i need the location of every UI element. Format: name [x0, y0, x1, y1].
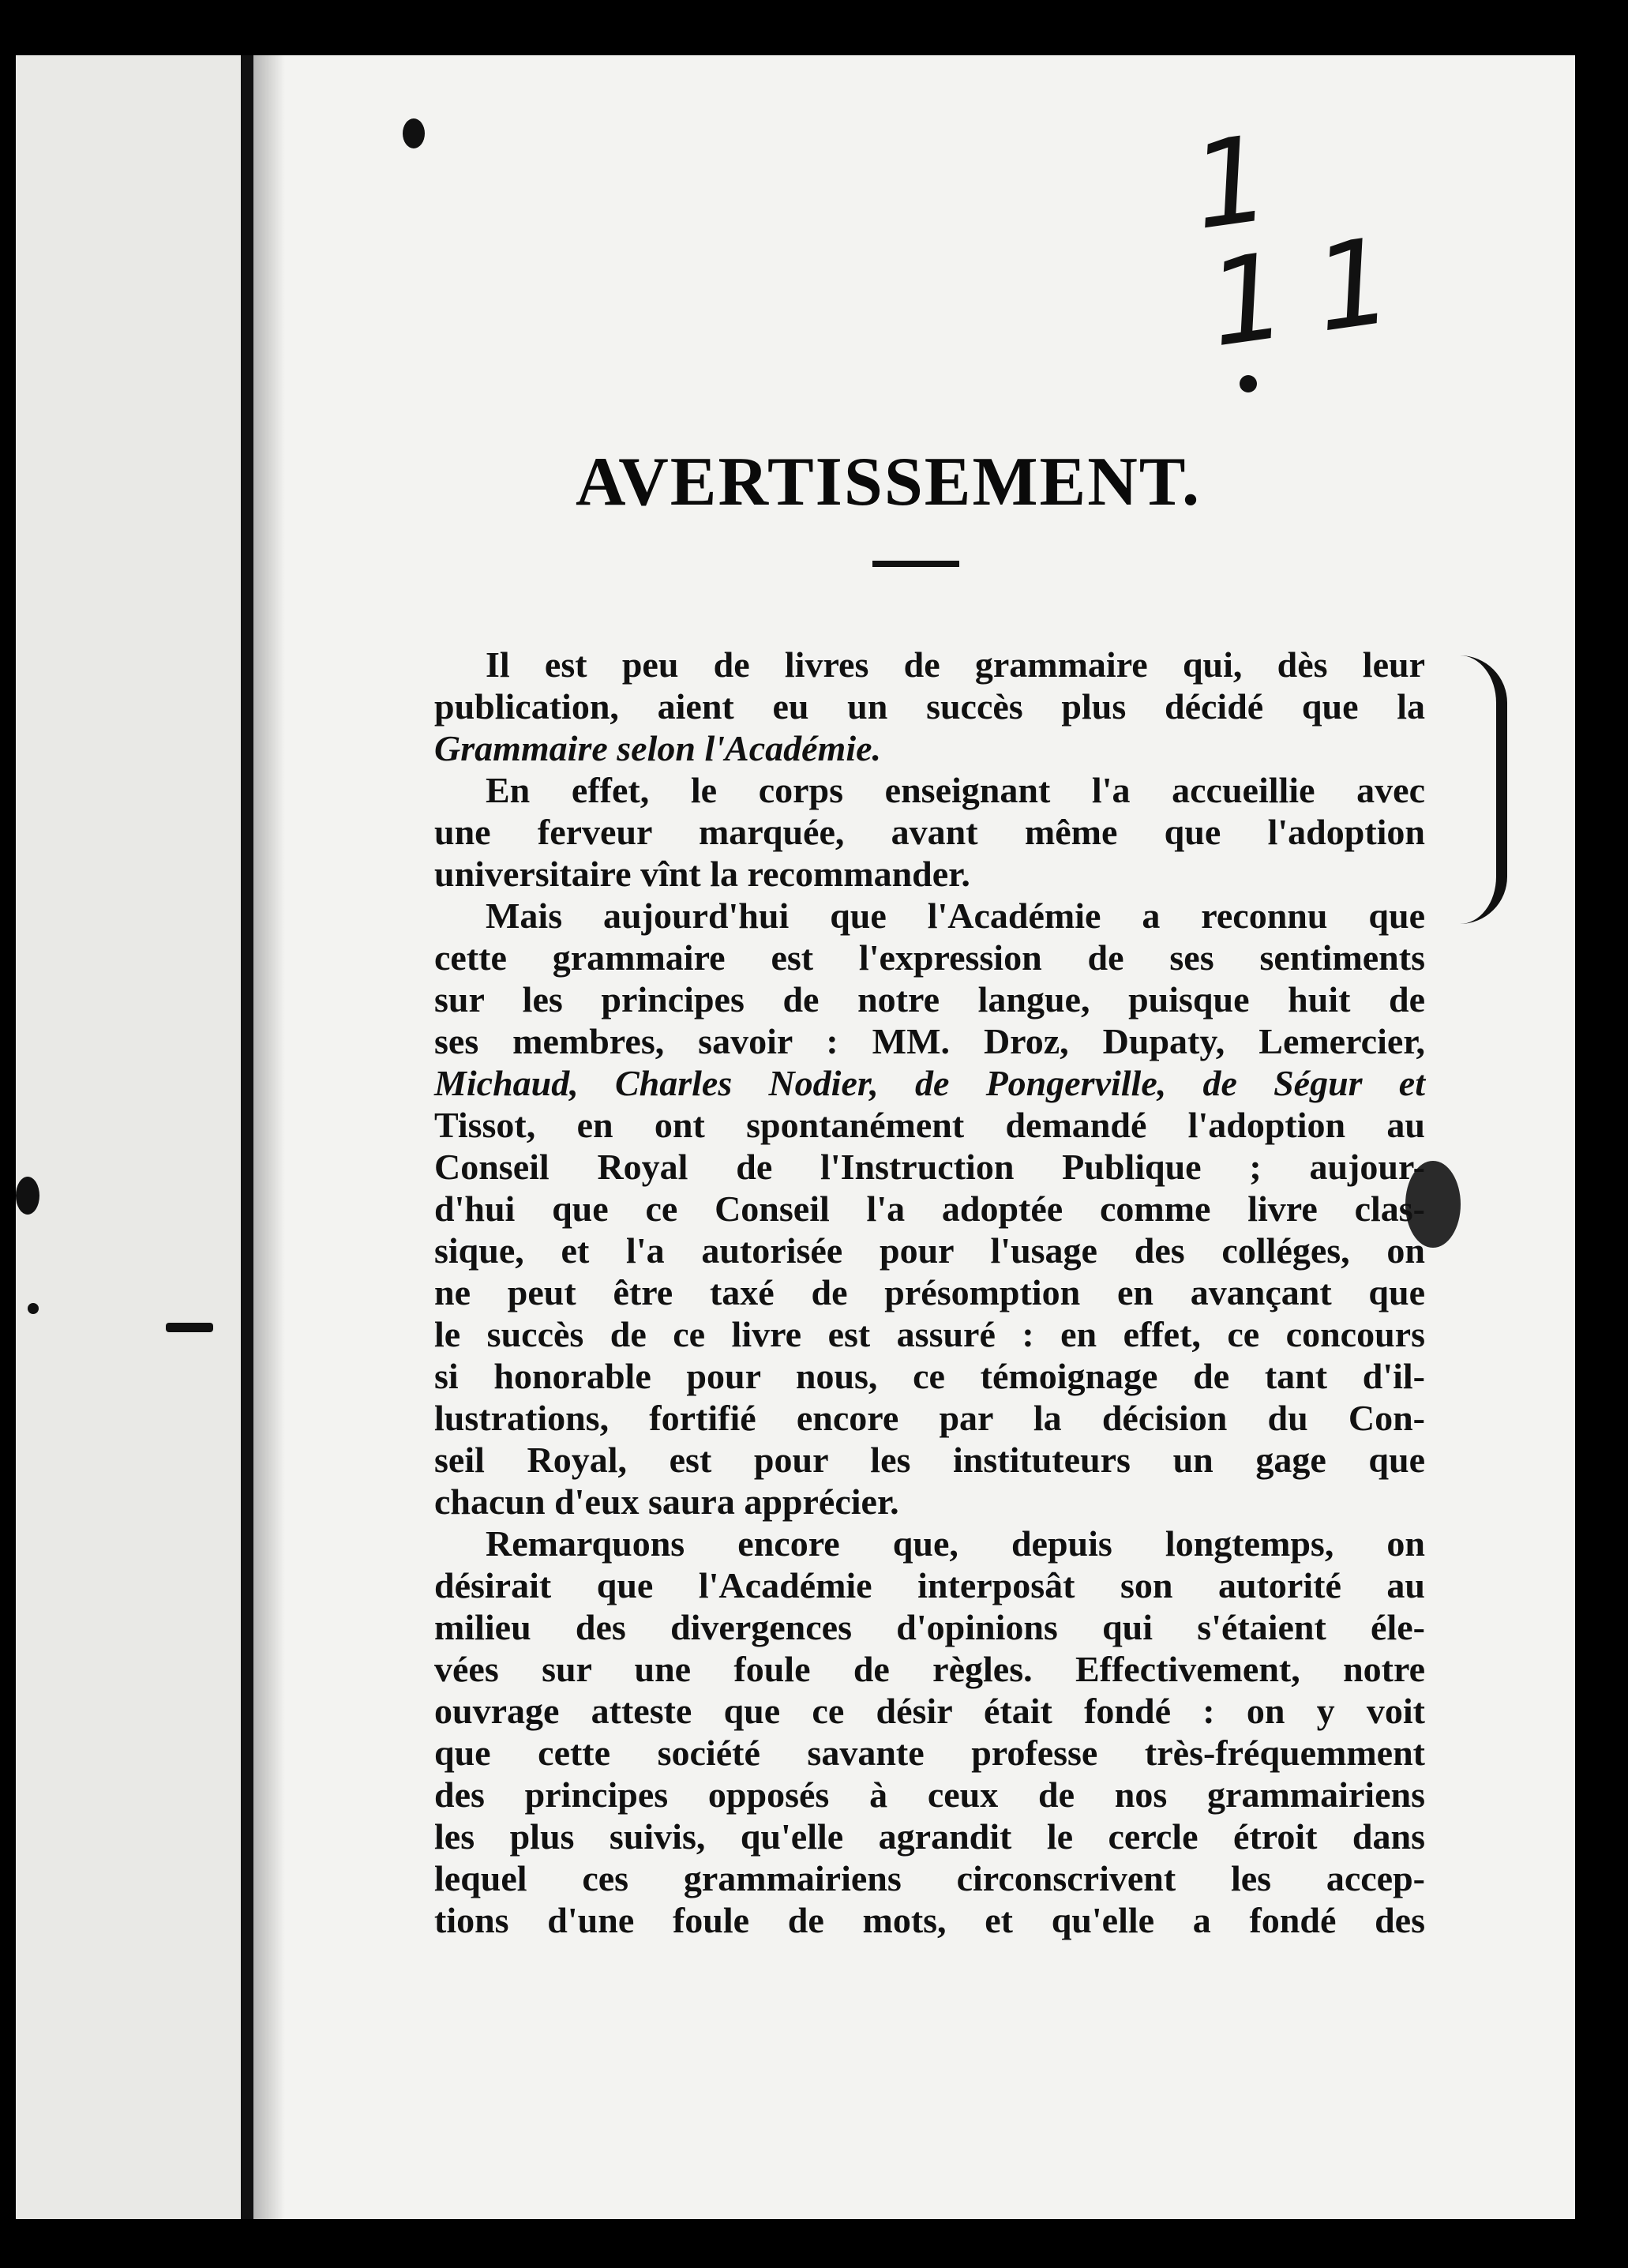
text-line: ses membres, savoir : MM. Droz, Dupaty, Lemercier,	[434, 1021, 1425, 1061]
text-line: ne peut être taxé de présomption en avançant que	[434, 1272, 1425, 1312]
binding-shadow	[253, 55, 285, 2219]
body-text	[434, 644, 1425, 1941]
text-line: une ferveur marquée, avant même que l'adoption	[434, 812, 1425, 852]
text-line: lustrations, fortifié encore par la décision du Con-	[434, 1398, 1425, 1438]
handwritten-folio-number: 1 11	[1183, 105, 1432, 374]
text-line: En effet, le corps enseignant l'a accueillie avec	[486, 770, 1425, 810]
ink-speck	[403, 118, 425, 148]
text-line: Il est peu de livres de grammaire qui, dès leur	[486, 644, 1425, 685]
ink-speck	[28, 1303, 39, 1314]
text-line: ouvrage atteste que ce désir était fondé : on y voit	[434, 1691, 1425, 1731]
ink-speck	[16, 1177, 39, 1215]
text-line: seil Royal, est pour les instituteurs un gage que	[434, 1440, 1425, 1480]
text-line: Tissot, en ont spontanément demandé l'adoption au	[434, 1105, 1425, 1145]
text-line: que cette société savante professe très-fréquemment	[434, 1733, 1425, 1773]
scanned-page	[16, 55, 1575, 2219]
text-line: sique, et l'a autorisée pour l'usage des colléges, on	[434, 1230, 1425, 1271]
text-line: vées sur une foule de règles. Effectivement, notre	[434, 1649, 1425, 1689]
text-line: tions d'une foule de mots, et qu'elle a fondé des	[434, 1900, 1425, 1940]
text-line: Remarquons encore que, depuis longtemps, on	[486, 1523, 1425, 1564]
title-rule	[872, 561, 959, 567]
text-line: chacun d'eux saura apprécier.	[434, 1481, 899, 1522]
text-line: cette grammaire est l'expression de ses sentiments	[434, 937, 1425, 978]
text-line: désirait que l'Académie interposât son autorité au	[434, 1565, 1425, 1605]
text-line: les plus suivis, qu'elle agrandit le cercle étroit dans	[434, 1816, 1425, 1857]
margin-bracket-mark	[1453, 655, 1507, 924]
text-line: publication, aient eu un succès plus décidé que la	[434, 686, 1425, 727]
text-line: Michaud, Charles Nodier, de Pongerville, de Ségur et	[434, 1063, 1425, 1103]
binding-crease	[241, 55, 253, 2219]
facing-page-edge	[16, 55, 241, 2219]
text-line: si honorable pour nous, ce témoignage de tant d'il-	[434, 1356, 1425, 1396]
text-line: le succès de ce livre est assuré : en effet, ce concours	[434, 1314, 1425, 1354]
text-line: Mais aujourd'hui que l'Académie a reconnu que	[486, 896, 1425, 936]
text-line: sur les principes de notre langue, puisque huit de	[434, 979, 1425, 1019]
text-line: Conseil Royal de l'Instruction Publique ; aujour-	[434, 1147, 1425, 1187]
ink-speck	[166, 1323, 213, 1332]
text-line: universitaire vînt la recommander.	[434, 854, 970, 894]
text-line: des principes opposés à ceux de nos grammairiens	[434, 1774, 1425, 1815]
text-line: d'hui que ce Conseil l'a adoptée comme livre clas-	[434, 1188, 1425, 1229]
text-line: milieu des divergences d'opinions qui s'étaient éle-	[434, 1607, 1425, 1647]
page-title: AVERTISSEMENT.	[576, 444, 1201, 520]
text-line: lequel ces grammairiens circonscrivent les accep-	[434, 1858, 1425, 1898]
text-line: Grammaire selon l'Académie.	[434, 728, 882, 768]
ink-speck	[1240, 375, 1257, 392]
